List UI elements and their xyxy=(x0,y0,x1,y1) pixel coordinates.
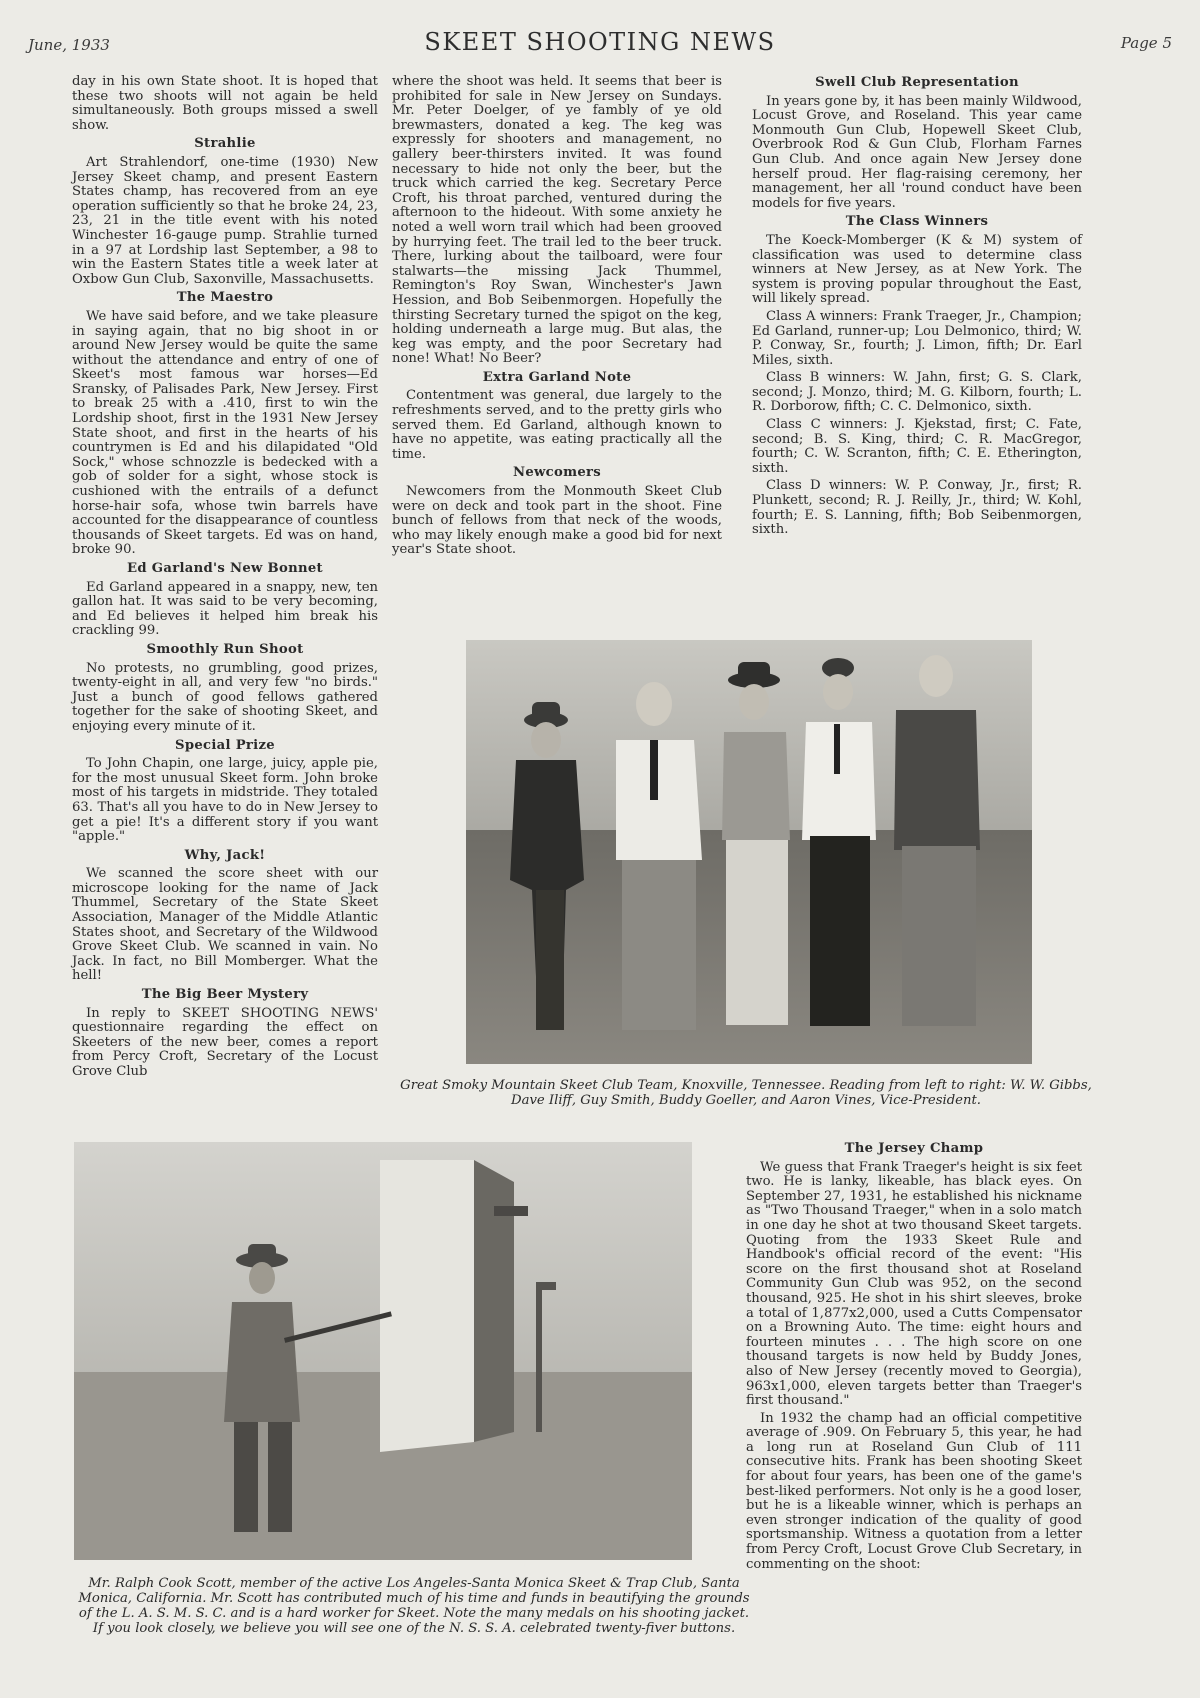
class-b-winners: Class B winners: W. Jahn, first; G. S. Clark, second; J. Monzo, third; M. G. Kilborn, fourth; L. R. Dorborow, fifth; C. C. Delmonico, sixth. xyxy=(752,370,1082,415)
scott-photo xyxy=(74,1142,692,1560)
issue-date: June, 1933 xyxy=(28,36,110,54)
beer-heading: The Big Beer Mystery xyxy=(141,987,309,1003)
jack-heading: Why, Jack! xyxy=(184,847,266,863)
jersey-champ-heading: The Jersey Champ xyxy=(844,1141,984,1156)
strahlie-heading: Strahlie xyxy=(194,136,256,152)
jack-paragraph: We scanned the score sheet with our microscope looking for the name of Jack Thummel, Secretary of the State Skeet Association, Manager of the Middle Atlantic States shoot, and Secretary of the Wildwood Grove Skeet Club. We scanned in vain. No Jack. In fact, no Bill Momberger. What the hell! xyxy=(72,866,378,984)
page-number: Page 5 xyxy=(1120,34,1172,52)
intro-paragraph: day in his own State shoot. It is hoped that these two shoots will not again be held simultaneously. Both groups missed a swell show. xyxy=(72,74,378,133)
class-winners-intro: The Koeck-Momberger (K & M) system of classification was used to determine class winners at New Jersey, as at New York. The system is proving popular throughout the East, will likely spread. xyxy=(752,232,1082,307)
beer-paragraph: In reply to SKEET SHOOTING NEWS' questionnaire regarding the effect on Skeeters of the new beer, comes a report from Percy Croft, Secretary of the Locust Grove Club xyxy=(72,1005,378,1079)
class-a-winners: Class A winners: Frank Traeger, Jr., Champion; Ed Garland, runner-up; Lou Delmonico, third; W. P. Conway, Sr., fourth; J. Limon, fifth; Dr. Earl Miles, sixth. xyxy=(752,308,1082,368)
page-header xyxy=(26,26,1174,56)
garland-note-paragraph: Contentment was general, due largely to the refreshments served, and to the pretty girls who served them. Ed Garland, although known to have no appetite, was eating practically all the time. xyxy=(392,388,722,462)
smooth-paragraph: No protests, no grumbling, good prizes, twenty-eight in all, and very few "no birds." Just a bunch of good fellows gathered together for the sake of shooting Skeet, and enjoying every minute of it. xyxy=(72,660,378,734)
swell-heading: Swell Club Representation xyxy=(815,75,1019,90)
column-right xyxy=(752,72,1082,541)
team-photo xyxy=(466,640,1032,1064)
jersey-champ-paragraph-1: We guess that Frank Traeger's height is six feet two. He is lanky, likeable, has black eyes. On September 27, 1931, he established his nickname as "Two Thousand Traeger," when in a solo match in one day he shot at two thousand Skeet targets. Quoting from the 1933 Skeet Rule and Handbook's official record of the event: "His score on the first thousand shot at Roseland Community Gun Club was 952, on the second thousand, 925. He shot in his shirt sleeves, broke a total of 1,877x2,000, used a Cutts Compensator on a Browning Auto. The time: eight hours and fourteen minutes . . . The high score on one thousand targets is now held by Buddy Jones, also of New Jersey (recently moved to Georgia), 963x1,000, eleven targets better than Traeger's first thousand." xyxy=(746,1159,1082,1409)
newcomers-heading: Newcomers xyxy=(512,465,602,481)
maestro-paragraph: We have said before, and we take pleasure in saying again, that no big shoot in or around New Jersey would be quite the same without the attendance and entry of one of Skeet's most famous war horses—Ed Sransky, of Palisades Park, New Jersey. First to break 25 with a .410, first to win the Lordship shoot, first in the 1931 New Jersey State shoot, and first in the hearts of his countrymen is Ed and his dilapidated "Old Sock," whose schnozzle is bedecked with a gob of solder for a sight, whose stock is cushioned with the entrails of a defunct horse-hair sofa, whose twin barrels have accounted for the disappearance of countless thousands of Skeet targets. Ed was on hand, broke 90. xyxy=(72,308,378,558)
class-c-winners: Class C winners: J. Kjekstad, first; C. Fate, second; B. S. King, third; C. R. MacGregor, fourth; C. W. Scranton, fifth; C. E. Etherington, sixth. xyxy=(752,417,1082,476)
class-winners-heading: The Class Winners xyxy=(845,214,989,230)
scott-photo-caption xyxy=(74,1576,754,1636)
beer-continued-paragraph: where the shoot was held. It seems that beer is prohibited for sale in New Jersey on Sundays. Mr. Peter Doelger, of ye fambly of ye old brewmasters, donated a keg. The keg was expressly for shooters and management, no gallery beer-thirsters invited. It was found necessary to hide not only the beer, but the truck which carried the keg. Secretary Perce Croft, his throat parched, ventured during the afternoon to the hideout. With some anxiety he noted a well worn trail which had been grooved by hurrying feet. The trail led to the beer truck. There, lurking about the tailboard, were four stalwarts—the missing Jack Thummel, Remington's Roy Swan, Winchester's Jawn Hession, and Bob Seibenmorgen. Hopefully the thirsting Secretary turned the spigot on the keg, holding underneath a large mug. But alas, the keg was empty, and the poor Secretary had none! What! No Beer? xyxy=(392,74,722,367)
prize-heading: Special Prize xyxy=(175,737,275,753)
smooth-heading: Smoothly Run Shoot xyxy=(146,641,304,657)
scott-caption-text: Mr. Ralph Cook Scott, member of the active Los Angeles-Santa Monica Skeet & Trap Club, Santa Monica, California. Mr. Scott has contributed much of his time and funds in beautifying the grounds of the L. A. S. M. S. C. and is a hard worker for Skeet. Note the many medals on his shooting jacket. If you look closely, we believe you will see one of the N. S. S. A. celebrated twenty-fiver buttons. xyxy=(78,1576,750,1636)
publication-title: SKEET SHOOTING NEWS xyxy=(424,28,776,56)
team-photo-image xyxy=(466,640,1032,1064)
garland-note-heading: Extra Garland Note xyxy=(482,369,632,385)
jersey-champ-column xyxy=(746,1138,1082,1575)
team-photo-caption xyxy=(396,1078,1096,1108)
column-left xyxy=(72,75,378,1083)
team-caption-text: Great Smoky Mountain Skeet Club Team, Knoxville, Tennessee. Reading from left to right: W. W. Gibbs, Dave Iliff, Guy Smith, Buddy Goeller, and Aaron Vines, Vice-President. xyxy=(400,1078,1092,1108)
bonnet-paragraph: Ed Garland appeared in a snappy, new, ten gallon hat. It was said to be very becoming, and Ed believes it helped him break his crackling 99. xyxy=(72,579,378,639)
swell-paragraph: In years gone by, it has been mainly Wildwood, Locust Grove, and Roseland. This year came Monmouth Gun Club, Hopewell Skeet Club, Overbrook Rod & Gun Club, Florham Farnes Gun Club. And once again New Jersey done herself proud. Her flag-raising ceremony, her management, her all 'round conduct have been models for five years. xyxy=(752,93,1082,211)
strahlie-paragraph: Art Strahlendorf, one-time (1930) New Jersey Skeet champ, and present Eastern States champ, has recovered from an eye operation sufficiently so that he broke 24, 23, 23, 21 in the title event with his noted Winchester 16-gauge pump. Strahlie turned in a 97 at Lordship last September, a 98 to win the Eastern States title a week later at Oxbow Gun Club, Saxonville, Massachusetts. xyxy=(72,154,378,287)
prize-paragraph: To John Chapin, one large, juicy, apple pie, for the most unusual Skeet form. John broke most of his targets in midstride. They totaled 63. That's all you have to do in New Jersey to get a pie! It's a different story if you want "apple." xyxy=(72,756,378,845)
class-d-winners: Class D winners: W. P. Conway, Jr., first; R. Plunkett, second; R. J. Reilly, Jr., third; W. Kohl, fourth; E. S. Lanning, fifth; Bob Seibenmorgen, sixth. xyxy=(752,478,1082,538)
newcomers-paragraph: Newcomers from the Monmouth Skeet Club were on deck and took part in the shoot. Fine bunch of fellows from that neck of the woods, who may likely enough make a good bid for next year's State shoot. xyxy=(392,484,722,558)
maestro-heading: The Maestro xyxy=(176,290,274,306)
column-middle xyxy=(392,75,722,561)
scott-photo-image xyxy=(74,1142,692,1560)
jersey-champ-paragraph-2: In 1932 the champ had an official competitive average of .909. On February 5, this year, he had a long run at Roseland Gun Club of 111 consecutive hits. Frank has been shooting Skeet for about four years, has been one of the game's best-liked performers. Not only is he a good loser, but he is a likeable winner, which is perhaps an even stronger indication of the quality of good sportsmanship. Witness a quotation from a letter from Percy Croft, Locust Grove Club Secretary, in commenting on the shoot: xyxy=(746,1410,1082,1572)
bonnet-heading: Ed Garland's New Bonnet xyxy=(127,561,323,576)
